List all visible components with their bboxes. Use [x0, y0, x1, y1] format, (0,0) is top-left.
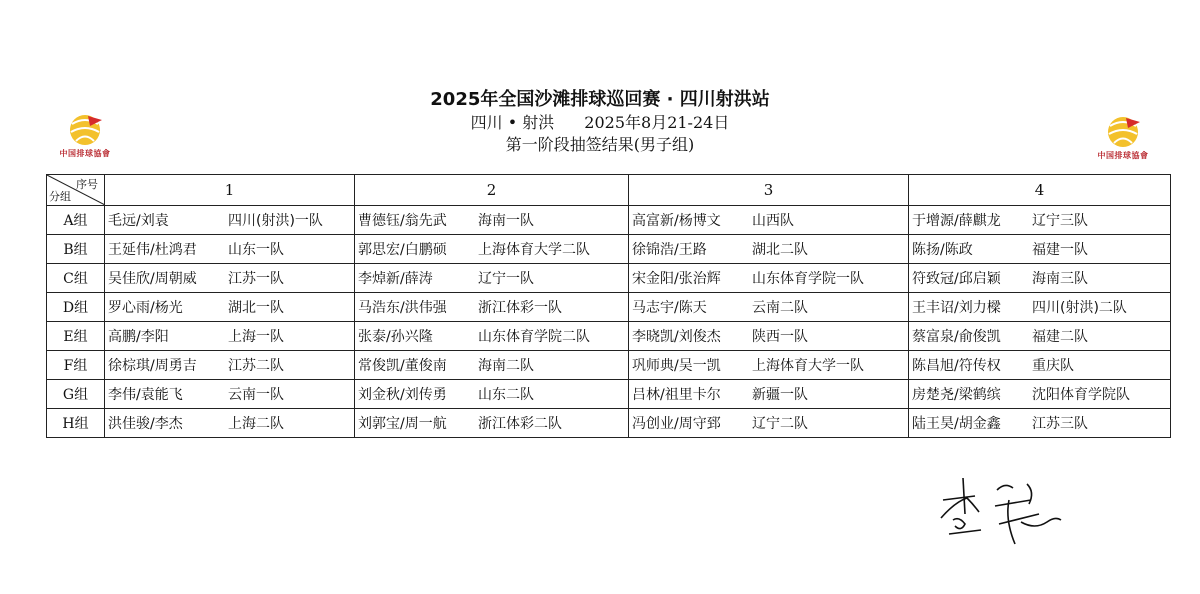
team-name: 湖北二队 [752, 242, 808, 258]
team-name: 海南三队 [1032, 271, 1088, 287]
logo-text: 中国排球協會 [1097, 151, 1149, 160]
player-pair: 洪佳骏/李杰 [108, 416, 183, 432]
player-pair: 蔡富泉/俞俊凯 [912, 329, 1001, 345]
player-pair: 高鹏/李阳 [108, 329, 169, 345]
draw-cell [355, 322, 629, 351]
corner-group-label: 分组 [49, 190, 71, 203]
draw-cell [909, 322, 1171, 351]
team-name: 海南二队 [478, 358, 534, 374]
player-pair: 陈昌旭/符传权 [912, 358, 1001, 374]
player-pair: 宋金阳/张治辉 [632, 271, 721, 287]
signature [935, 470, 1075, 550]
team-name: 四川(射洪)一队 [228, 213, 323, 229]
table-body [47, 206, 1171, 438]
draw-cell [355, 351, 629, 380]
table-row [47, 235, 1171, 264]
player-pair: 常俊凯/董俊南 [358, 358, 447, 374]
team-name: 山东二队 [478, 387, 534, 403]
team-name: 湖北一队 [228, 300, 284, 316]
team-name: 江苏一队 [228, 271, 284, 287]
team-name: 福建一队 [1032, 242, 1088, 258]
team-name: 上海二队 [228, 416, 284, 432]
player-pair: 李焯新/薛涛 [358, 271, 433, 287]
draw-cell [355, 235, 629, 264]
draw-cell [105, 206, 355, 235]
player-pair: 曹德钰/翁先武 [358, 213, 447, 229]
table-row [47, 380, 1171, 409]
draw-cell [909, 380, 1171, 409]
team-name: 重庆队 [1032, 358, 1074, 374]
player-pair: 吕林/祖里卡尔 [632, 387, 721, 403]
player-pair: 符致冠/邱启颖 [912, 271, 1001, 287]
document-header [0, 88, 1200, 156]
team-name: 浙江体彩二队 [478, 416, 562, 432]
draw-cell [909, 264, 1171, 293]
team-name: 辽宁三队 [1032, 213, 1088, 229]
player-pair: 高富新/杨博文 [632, 213, 721, 229]
group-label-cell: E组 [47, 322, 105, 351]
team-name: 海南一队 [478, 213, 534, 229]
player-pair: 冯创业/周守郅 [632, 416, 721, 432]
player-pair: 吴佳欣/周朝威 [108, 271, 197, 287]
team-name: 辽宁一队 [478, 271, 534, 287]
team-name: 云南一队 [228, 387, 284, 403]
player-pair: 李晓凯/刘俊杰 [632, 329, 721, 345]
draw-cell [105, 322, 355, 351]
player-pair: 陆王昊/胡金鑫 [912, 416, 1001, 432]
corner-seq-label: 序号 [76, 178, 98, 191]
draw-cell [629, 322, 909, 351]
table-row [47, 264, 1171, 293]
table-row [47, 293, 1171, 322]
draw-cell [909, 235, 1171, 264]
page-title: 2025年全国沙滩排球巡回赛 · 四川射洪站 [430, 89, 770, 110]
player-pair: 房楚尧/梁鹤缤 [912, 387, 1001, 403]
player-pair: 于增源/薛麒龙 [912, 213, 1001, 229]
location-text: 四川 • 射洪 [470, 113, 555, 132]
player-pair: 郭思宏/白鹏硕 [358, 242, 447, 258]
draw-cell [629, 380, 909, 409]
draw-cell [355, 264, 629, 293]
player-pair: 陈扬/陈政 [912, 242, 973, 258]
team-name: 山西队 [752, 213, 794, 229]
group-label-cell: D组 [47, 293, 105, 322]
table-header-row [47, 175, 1171, 206]
draw-cell [629, 206, 909, 235]
group-label-cell: B组 [47, 235, 105, 264]
player-pair: 刘郭宝/周一航 [358, 416, 447, 432]
draw-cell [105, 235, 355, 264]
player-pair: 徐棕琪/周勇吉 [108, 358, 197, 374]
column-header: 4 [909, 175, 1171, 206]
table-row [47, 351, 1171, 380]
date-text: 2025年8月21-24日 [584, 113, 730, 132]
draw-cell [355, 206, 629, 235]
team-name: 山东体育学院一队 [752, 271, 864, 287]
team-name: 福建二队 [1032, 329, 1088, 345]
team-name: 云南二队 [752, 300, 808, 316]
player-pair: 王丰诏/刘力樑 [912, 300, 1001, 316]
player-pair: 马志宇/陈天 [632, 300, 707, 316]
draw-cell [629, 293, 909, 322]
group-label-cell: C组 [47, 264, 105, 293]
player-pair: 徐锦浩/王路 [632, 242, 707, 258]
group-label-cell: A组 [47, 206, 105, 235]
draw-table [46, 174, 1171, 438]
team-name: 山东体育学院二队 [478, 329, 590, 345]
draw-cell [105, 409, 355, 438]
draw-cell [909, 409, 1171, 438]
stage-title: 第一阶段抽签结果(男子组) [505, 135, 695, 154]
table-row [47, 409, 1171, 438]
team-name: 山东一队 [228, 242, 284, 258]
team-name: 上海体育大学二队 [478, 242, 590, 258]
draw-cell [629, 264, 909, 293]
player-pair: 张泰/孙兴隆 [358, 329, 433, 345]
player-pair: 刘金秋/刘传勇 [358, 387, 447, 403]
player-pair: 马浩东/洪伟强 [358, 300, 447, 316]
team-name: 江苏三队 [1032, 416, 1088, 432]
group-label-cell: H组 [47, 409, 105, 438]
table-row [47, 206, 1171, 235]
logo-text: 中国排球協會 [59, 149, 111, 158]
column-header: 1 [105, 175, 355, 206]
draw-cell [105, 380, 355, 409]
column-header: 2 [355, 175, 629, 206]
player-pair: 王延伟/杜鸿君 [108, 242, 197, 258]
player-pair: 巩师典/吴一凯 [632, 358, 721, 374]
team-name: 浙江体彩一队 [478, 300, 562, 316]
player-pair: 李伟/袁能飞 [108, 387, 183, 403]
team-name: 江苏二队 [228, 358, 284, 374]
draw-cell [629, 351, 909, 380]
team-name: 辽宁二队 [752, 416, 808, 432]
draw-cell [355, 380, 629, 409]
team-name: 上海一队 [228, 329, 284, 345]
team-name: 沈阳体育学院队 [1032, 387, 1130, 403]
team-name: 上海体育大学一队 [752, 358, 864, 374]
draw-cell [105, 264, 355, 293]
team-name: 四川(射洪)二队 [1032, 300, 1127, 316]
table-row [47, 322, 1171, 351]
column-header: 3 [629, 175, 909, 206]
draw-cell [909, 206, 1171, 235]
draw-cell [629, 409, 909, 438]
team-name: 陕西一队 [752, 329, 808, 345]
subtitle [0, 112, 1200, 134]
player-pair: 罗心雨/杨光 [108, 300, 183, 316]
draw-cell [629, 235, 909, 264]
handwritten-signature-icon [935, 470, 1075, 550]
draw-cell [909, 293, 1171, 322]
corner-header-cell [47, 175, 105, 206]
group-label-cell: G组 [47, 380, 105, 409]
group-label-cell: F组 [47, 351, 105, 380]
player-pair: 毛远/刘袁 [108, 213, 169, 229]
team-name: 新疆一队 [752, 387, 808, 403]
draw-cell [909, 351, 1171, 380]
draw-cell [355, 293, 629, 322]
draw-cell [105, 351, 355, 380]
draw-cell [355, 409, 629, 438]
draw-cell [105, 293, 355, 322]
